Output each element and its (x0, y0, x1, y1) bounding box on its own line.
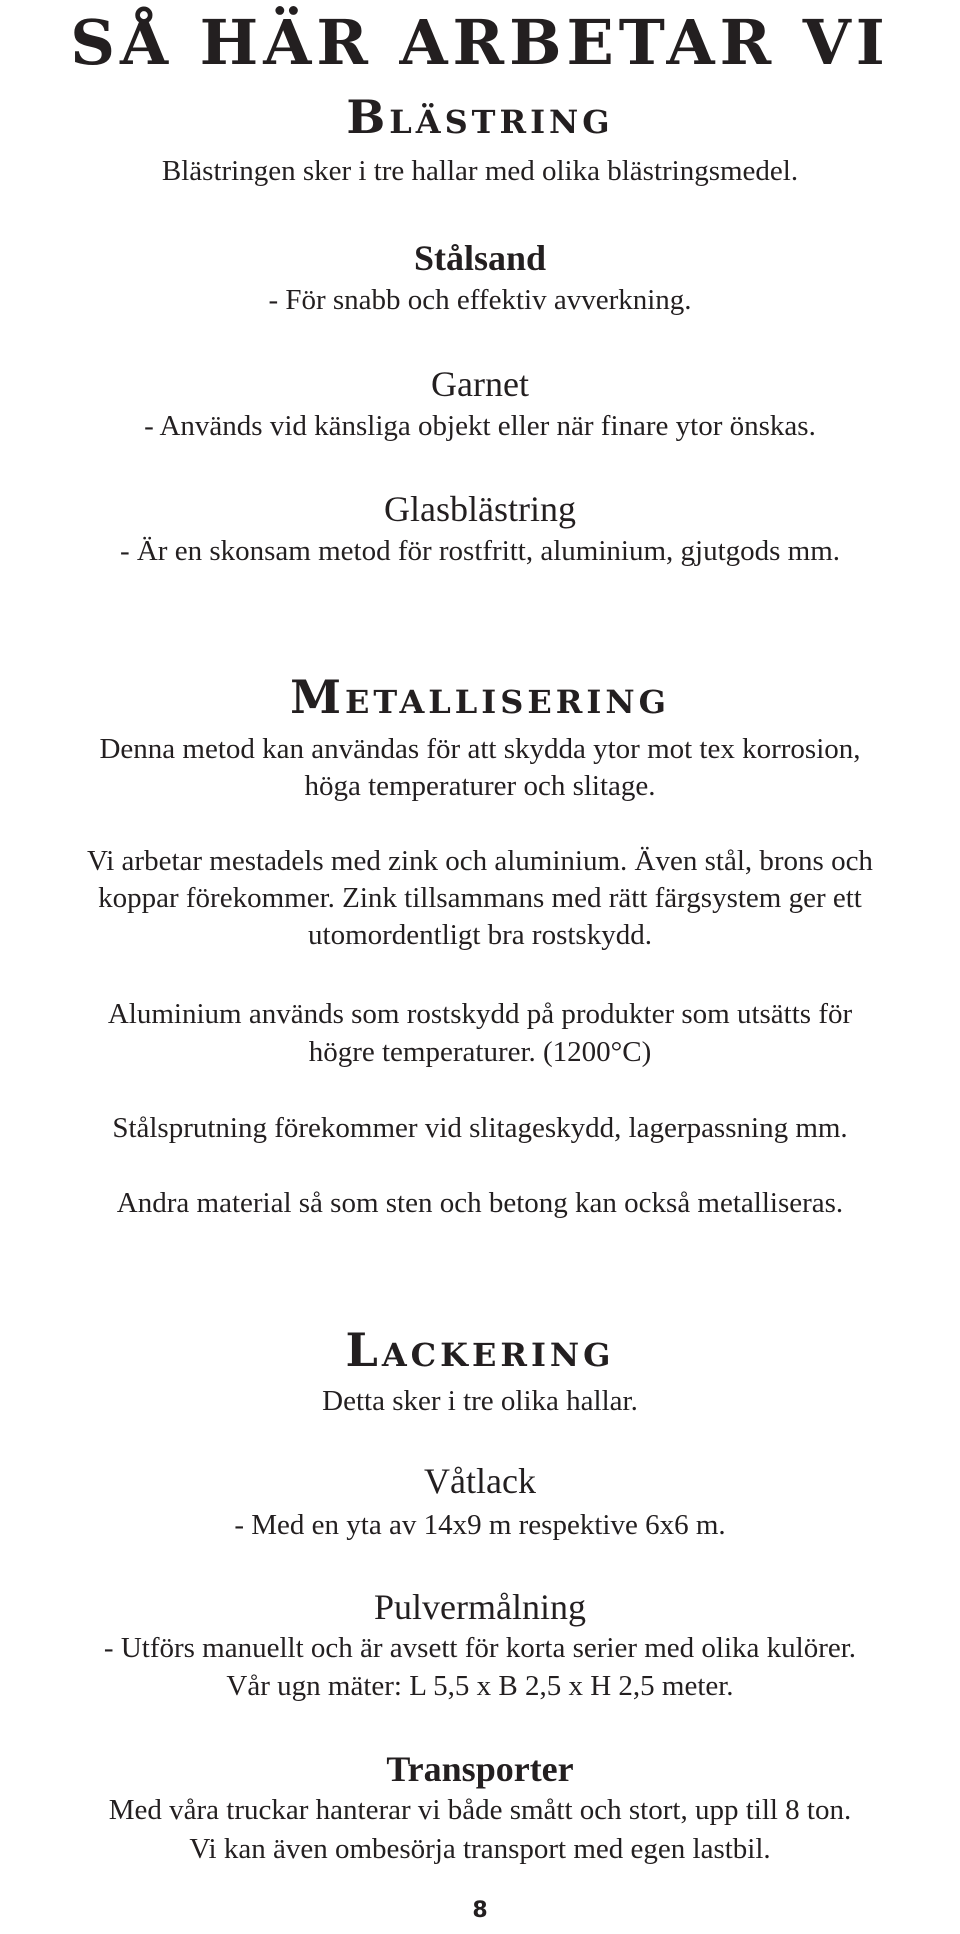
lackering-intro: Detta sker i tre olika hallar. (322, 1385, 638, 1417)
metallisering-paragraph-2-line-3: utomordentligt bra rostskydd. (308, 919, 652, 951)
pulvermalning-text-line-1: - Utförs manuellt och är avsett för korta serier med olika kulörer. (103, 1632, 857, 1664)
metallisering-paragraph-3-line-1: Aluminium används som rostskydd på produkter som utsätts för (107, 998, 853, 1030)
subheading-pulvermalning: Pulvermålning (374, 1587, 586, 1627)
pulvermalning-text-line-2: Vår ugn mäter: L 5,5 x B 2,5 x H 2,5 meter. (226, 1670, 734, 1702)
glasblastring-text: - Är en skonsam metod för rostfritt, aluminium, gjutgods mm. (119, 535, 841, 567)
section-heading-lackering: Lackering (345, 1323, 615, 1377)
page-title: SÅ HÄR ARBETAR VI (70, 6, 890, 79)
transporter-text-line-1: Med våra truckar hanterar vi både smått och stort, upp till 8 ton. (108, 1794, 852, 1826)
stalsand-text: - För snabb och effektiv avverkning. (268, 284, 692, 316)
garnet-text: - Används vid känsliga objekt eller när finare ytor önskas. (144, 410, 816, 442)
metallisering-paragraph-1-line-1: Denna metod kan användas för att skydda ytor mot tex korrosion, (99, 733, 861, 765)
subheading-glasblastring: Glasblästring (384, 489, 576, 529)
subheading-stalsand: Stålsand (413, 238, 547, 278)
vatlack-text: - Med en yta av 14x9 m respektive 6x6 m. (234, 1509, 726, 1541)
blastring-intro: Blästringen sker i tre hallar med olika blästringsmedel. (161, 155, 799, 187)
metallisering-paragraph-4: Stålsprutning förekommer vid slitageskydd, lagerpassning mm. (112, 1112, 848, 1144)
section-heading-metallisering: Metallisering (290, 670, 670, 724)
metallisering-paragraph-3-line-2: högre temperaturer. (1200°C) (308, 1036, 652, 1068)
transporter-text-line-2: Vi kan även ombesörja transport med egen lastbil. (189, 1833, 771, 1865)
section-heading-blastring: Blästring (346, 90, 614, 144)
subheading-transporter: Transporter (386, 1749, 574, 1789)
metallisering-paragraph-5: Andra material så som sten och betong kan också metalliseras. (116, 1187, 844, 1219)
metallisering-paragraph-2-line-2: koppar förekommer. Zink tillsammans med rätt färgsystem ger ett (98, 882, 862, 914)
metallisering-paragraph-1-line-2: höga temperaturer och slitage. (304, 770, 656, 802)
subheading-garnet: Garnet (431, 364, 529, 404)
subheading-vatlack: Våtlack (424, 1461, 536, 1501)
metallisering-paragraph-2-line-1: Vi arbetar mestadels med zink och aluminium. Även stål, brons och (87, 845, 873, 877)
page-number: 8 (472, 1898, 488, 1923)
